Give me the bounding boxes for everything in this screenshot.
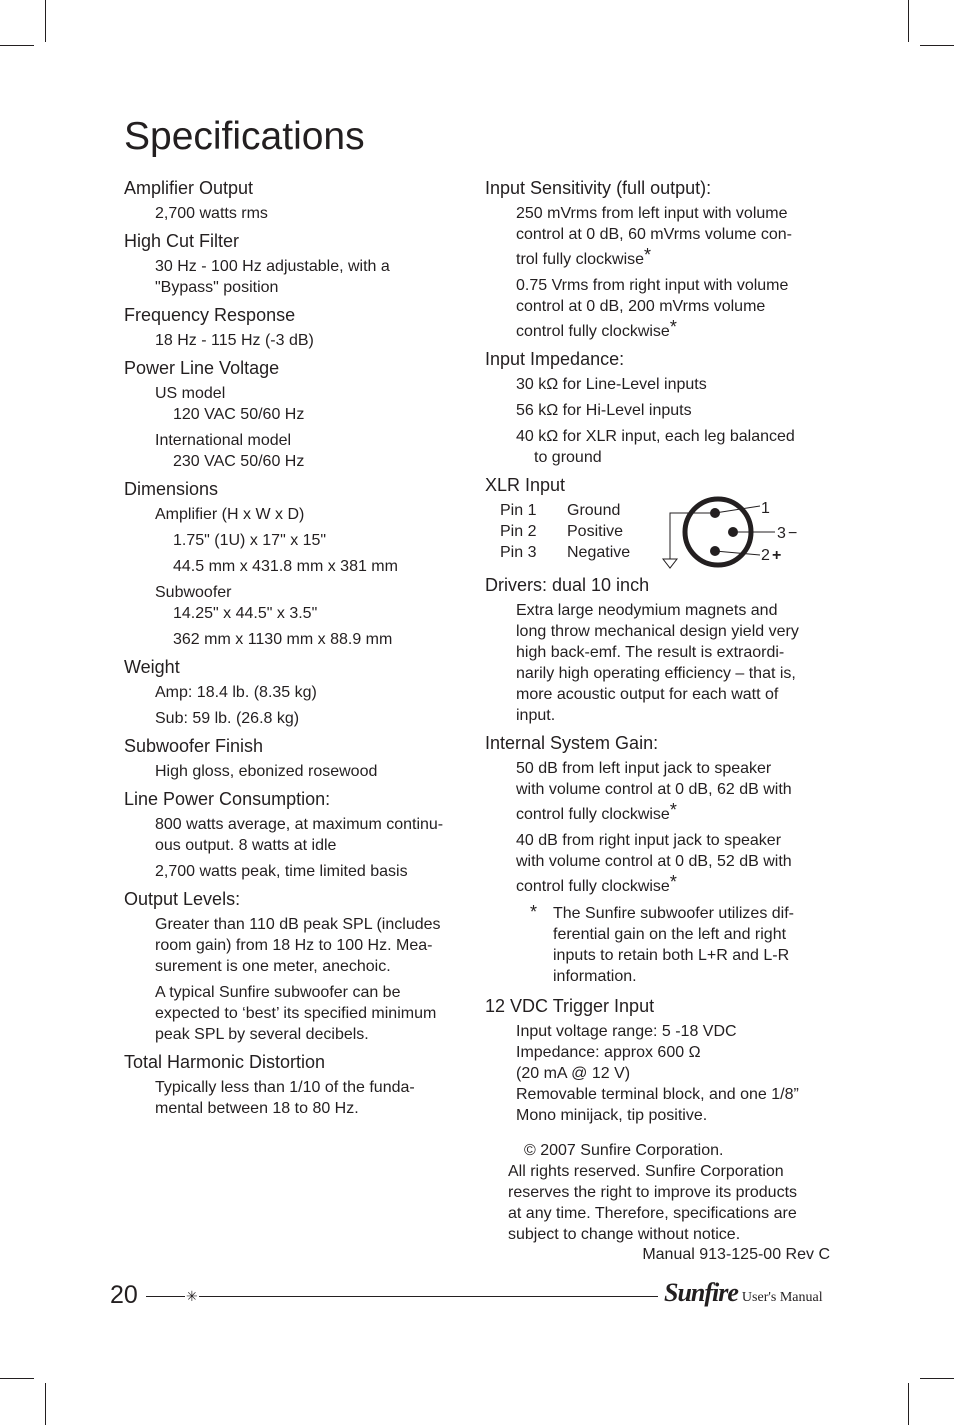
spec-line: ous output. 8 watts at idle (155, 837, 337, 854)
spec-text: 56 kΩ for Hi-Level inputs (516, 402, 692, 419)
spec-line: mental between 18 to 80 Hz. (155, 1100, 359, 1117)
drivers-section (485, 574, 830, 726)
spec-line: Typically less than 1/10 of the funda- (155, 1079, 415, 1096)
spec-line: 362 mm x 1130 mm x 88.9 mm (173, 631, 393, 648)
amplifier-output-section (124, 177, 474, 224)
spec-text (155, 530, 474, 551)
spec-text (155, 430, 474, 472)
copyright-line: reserves the right to improve its products (508, 1184, 798, 1201)
spec-text (155, 504, 474, 525)
thd-section (124, 1051, 474, 1119)
spec-line-text: trol fully clockwise (516, 251, 645, 268)
spec-line: 40 dB from right input jack to speaker (516, 832, 782, 849)
spec-text (155, 629, 474, 650)
high-cut-filter-section (124, 230, 474, 298)
spec-text (516, 1021, 830, 1126)
section-heading: Weight (124, 657, 180, 677)
section-heading: Amplifier Output (124, 178, 254, 198)
pin-function: Negative (567, 544, 631, 561)
section-heading: Input Sensitivity (full output): (485, 178, 712, 198)
power-line-voltage-section (124, 357, 474, 472)
spec-line: Amplifier (H x W x D) (155, 506, 305, 523)
spec-line: 44.5 mm x 431.8 mm x 381 mm (173, 558, 398, 575)
spec-line: A typical Sunfire subwoofer can be (155, 984, 401, 1001)
spec-line-text: control fully clockwise (516, 806, 670, 823)
spec-line: 800 watts average, at maximum continu- (155, 816, 444, 833)
footnote-marker: * (530, 902, 538, 922)
pin-2-lead (715, 551, 760, 555)
section-heading: Output Levels: (124, 889, 241, 909)
footnote-line: information. (553, 968, 637, 985)
xlr-pin-row (500, 542, 630, 563)
xlr-pin-row (500, 500, 620, 521)
spec-line: 250 mVrms from left input with volume (516, 205, 788, 222)
spec-line: Impedance: approx 600 Ω (516, 1044, 701, 1061)
spec-line: Greater than 110 dB peak SPL (includes (155, 916, 441, 933)
spec-text (516, 203, 830, 270)
page-number: 20 (110, 1281, 138, 1309)
spec-text (516, 758, 830, 825)
footnote-line: ferential gain on the left and right (553, 926, 787, 943)
copyright-line: © 2007 Sunfire Corporation. (524, 1142, 724, 1159)
spec-line: 40 kΩ for XLR input, each leg balanced (516, 428, 795, 445)
spec-line: control at 0 dB, 200 mVrms volume (516, 298, 766, 315)
spec-line-text: control fully clockwise (516, 323, 670, 340)
spec-text (516, 275, 830, 342)
spec-line: Mono minijack, tip positive. (516, 1107, 708, 1124)
spec-line: 0.75 Vrms from right input with volume (516, 277, 789, 294)
left-column (124, 177, 474, 1125)
footnote-star: * (669, 872, 677, 892)
crop-mark (920, 1378, 954, 1379)
input-impedance-section (485, 348, 830, 468)
ground-symbol (663, 559, 677, 568)
crop-mark (45, 1383, 46, 1425)
spec-line-text: control fully clockwise (516, 878, 670, 895)
spec-text: High gloss, ebonized rosewood (155, 763, 378, 780)
diagram-label-1: 1 (761, 500, 770, 517)
spec-line: Extra large neodymium magnets and (516, 602, 778, 619)
spec-line: International model (155, 432, 292, 449)
spec-line: narily high operating efficiency – that is, (516, 665, 796, 682)
section-heading: Frequency Response (124, 305, 296, 325)
copyright-line: All rights reserved. Sunfire Corporation (508, 1163, 784, 1180)
page-title: Specifications (124, 115, 365, 158)
line-power-consumption-section (124, 788, 474, 882)
footnote-star: * (644, 245, 652, 265)
diagram-label-3: 3 (777, 525, 786, 542)
output-levels-section (124, 888, 474, 1045)
right-column (485, 177, 830, 1245)
input-sensitivity-section (485, 177, 830, 342)
spec-line (516, 800, 830, 825)
spec-line: 50 dB from left input jack to speaker (516, 760, 772, 777)
pin-function: Ground (567, 502, 621, 519)
footnote-star: * (669, 317, 677, 337)
crop-mark (920, 45, 954, 46)
spec-line: Removable terminal block, and one 1/8” (516, 1086, 799, 1103)
spec-text (516, 600, 830, 726)
diagram-label-plus: + (772, 547, 782, 564)
weight-section (124, 656, 474, 729)
spec-line: input. (516, 707, 556, 724)
spec-line: high back-emf. The result is extraordi- (516, 644, 785, 661)
spec-text (155, 982, 474, 1045)
spec-line: 30 Hz - 100 Hz adjustable, with a (155, 258, 390, 275)
crop-mark (0, 45, 34, 46)
pin-number: Pin 2 (500, 523, 537, 540)
internal-gain-section (485, 732, 830, 987)
spec-line: more acoustic output for each watt of (516, 686, 779, 703)
crop-mark (45, 0, 46, 42)
spec-line: peak SPL by several decibels. (155, 1026, 369, 1043)
trigger-input-section (485, 995, 830, 1126)
manual-revision: Manual 913-125-00 Rev C (642, 1246, 830, 1263)
spec-text: 30 kΩ for Line-Level inputs (516, 376, 707, 393)
xlr-input-section (485, 474, 830, 568)
spec-text: 18 Hz - 115 Hz (-3 dB) (155, 332, 314, 349)
xlr-pin-row (500, 521, 623, 542)
manual-label: User's Manual (741, 1290, 823, 1305)
spec-line: Input voltage range: 5 -18 VDC (516, 1023, 737, 1040)
spec-line (516, 872, 830, 897)
dimensions-section (124, 478, 474, 650)
spec-text (155, 1077, 474, 1119)
section-heading: Subwoofer Finish (124, 736, 264, 756)
diagram-label-2: 2 (761, 547, 770, 564)
section-heading: Power Line Voltage (124, 358, 280, 378)
section-heading: Input Impedance: (485, 349, 625, 369)
section-heading: XLR Input (485, 475, 566, 495)
frequency-response-section (124, 304, 474, 351)
spec-line: Subwoofer (155, 584, 232, 601)
spec-line (516, 245, 830, 270)
spec-line: 14.25" x 44.5" x 3.5" (173, 605, 318, 622)
footer-brand (664, 1278, 823, 1308)
crop-mark (0, 1378, 34, 1379)
footnote-line: The Sunfire subwoofer utilizes dif- (553, 905, 794, 922)
spec-text (155, 383, 474, 425)
copyright-notice (508, 1140, 830, 1245)
spec-line: "Bypass" position (155, 279, 279, 296)
spec-text (516, 426, 830, 468)
footer-rule (146, 1296, 658, 1297)
footer-ornament: ✳ (186, 1288, 198, 1304)
spec-line: with volume control at 0 dB, 52 dB with (516, 853, 792, 870)
section-heading: Line Power Consumption: (124, 789, 331, 809)
footnote-line: inputs to retain both L+R and L-R (553, 947, 790, 964)
crop-mark (908, 1383, 909, 1425)
spec-line: with volume control at 0 dB, 62 dB with (516, 781, 792, 798)
xlr-connector-diagram (660, 492, 820, 570)
spec-text: Sub: 59 lb. (26.8 kg) (155, 710, 300, 727)
spec-text: Amp: 18.4 lb. (8.35 kg) (155, 684, 317, 701)
spec-text (155, 914, 474, 977)
spec-line: control at 0 dB, 60 mVrms volume con- (516, 226, 792, 243)
footnote-star: * (669, 800, 677, 820)
spec-text: 2,700 watts peak, time limited basis (155, 863, 408, 880)
section-heading: Dimensions (124, 479, 219, 499)
section-heading: Total Harmonic Distortion (124, 1052, 326, 1072)
xlr-pinout (485, 500, 830, 568)
spec-text (516, 830, 830, 897)
pin-number: Pin 1 (500, 502, 537, 519)
spec-line: to ground (534, 449, 602, 466)
pin-number: Pin 3 (500, 544, 537, 561)
copyright-line: subject to change without notice. (508, 1226, 741, 1243)
spec-line: room gain) from 18 Hz to 100 Hz. Mea- (155, 937, 433, 954)
spec-line: (20 mA @ 12 V) (516, 1065, 631, 1082)
spec-line: surement is one meter, anechoic. (155, 958, 391, 975)
spec-text (155, 814, 474, 856)
spec-line: 1.75" (1U) x 17" x 15" (173, 532, 327, 549)
spec-line: long throw mechanical design yield very (516, 623, 799, 640)
section-heading: Drivers: dual 10 inch (485, 575, 650, 595)
diagram-label-minus: − (788, 525, 798, 542)
spec-line (516, 317, 830, 342)
spec-line: US model (155, 385, 226, 402)
spec-text (155, 582, 474, 624)
spec-text (155, 556, 474, 577)
spec-text (155, 256, 474, 298)
spec-line: expected to ‘best’ its specified minimum (155, 1005, 437, 1022)
brand-logo: Sunfire (664, 1278, 738, 1307)
crop-mark (908, 0, 909, 42)
footnote (530, 902, 830, 987)
spec-text: 2,700 watts rms (155, 205, 268, 222)
section-heading: High Cut Filter (124, 231, 240, 251)
spec-line: 120 VAC 50/60 Hz (173, 406, 305, 423)
copyright-line: at any time. Therefore, specifications are (508, 1205, 797, 1222)
section-heading: Internal System Gain: (485, 733, 659, 753)
spec-line: 230 VAC 50/60 Hz (173, 453, 305, 470)
subwoofer-finish-section (124, 735, 474, 782)
pin-function: Positive (567, 523, 624, 540)
section-heading: 12 VDC Trigger Input (485, 996, 655, 1016)
